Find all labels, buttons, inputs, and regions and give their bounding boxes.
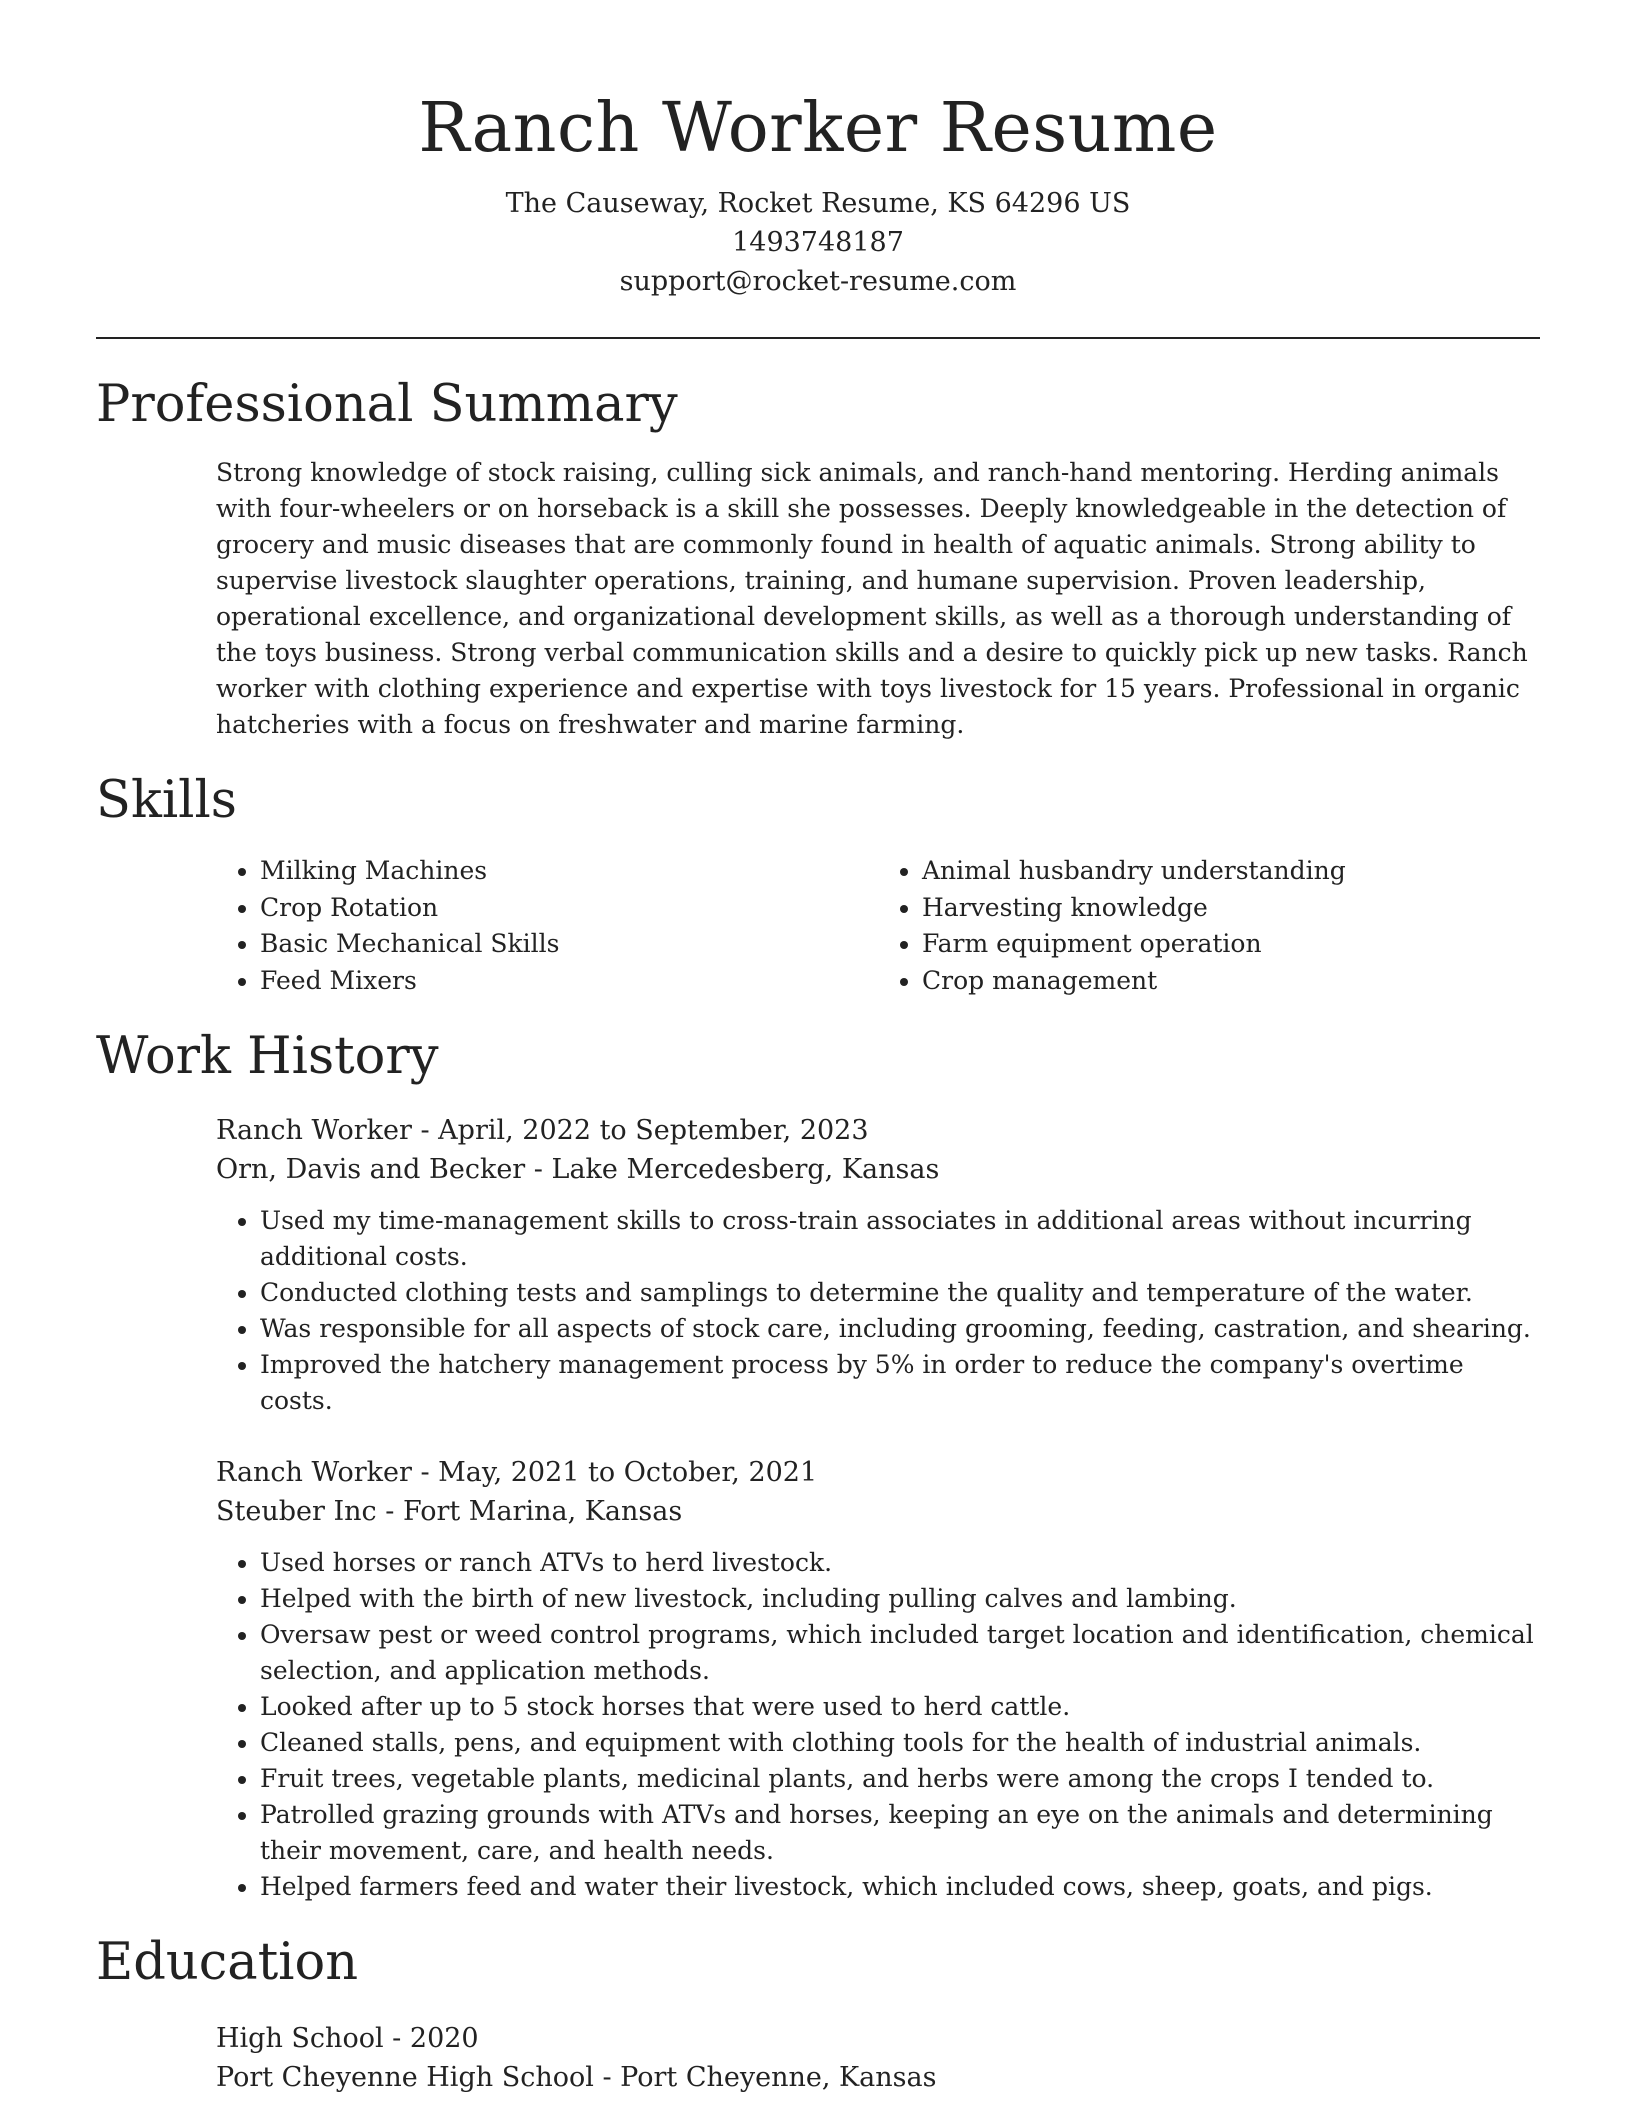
education-school: Port Cheyenne High School [216, 2062, 594, 2093]
separator: - [593, 2062, 621, 2093]
skill-item: • Basic Mechanical Skills [260, 926, 878, 963]
job-company: Orn, Davis and Becker [216, 1154, 526, 1185]
job-bullet: • Patrolled grazing grounds with ATVs and horses, keeping an eye on the animals and determining their movement, care, and health needs. [260, 1797, 1540, 1869]
education-degree: High School [216, 2023, 384, 2054]
section-title-education: Education [96, 1933, 359, 1992]
job-entry [96, 1111, 1540, 1419]
job-dates: May, 2021 to October, 2021 [438, 1457, 818, 1488]
contact-block [96, 184, 1540, 301]
job-bullet: • Fruit trees, vegetable plants, medicinal plants, and herbs were among the crops I tended to. [260, 1761, 1540, 1797]
job-location: Fort Marina, Kansas [402, 1496, 683, 1527]
education-section [96, 1933, 1540, 2097]
job-bullet: • Used horses or ranch ATVs to herd livestock. [260, 1545, 1540, 1581]
resume-page [96, 0, 1540, 2112]
job-role: Ranch Worker [216, 1457, 412, 1488]
skill-item: • Milking Machines [260, 853, 878, 890]
skills-section [96, 771, 1540, 999]
job-bullet: • Oversaw pest or weed control programs, which included target location and identification, chemical selection, and application methods. [260, 1617, 1540, 1689]
address: The Causeway, Rocket Resume, KS 64296 US [505, 188, 1131, 219]
phone: 1493748187 [732, 227, 904, 258]
section-title-work: Work History [96, 1027, 439, 1086]
skills-list-left [216, 853, 878, 999]
job-bullet: • Improved the hatchery management process by 5% in order to reduce the company's overtime costs. [260, 1347, 1540, 1419]
job-role-line [216, 1453, 1540, 1492]
email: support@rocket-resume.com [619, 266, 1017, 297]
skill-item: • Harvesting knowledge [922, 890, 1540, 927]
resume-header [96, 0, 1540, 301]
education-degree-line [216, 2019, 1540, 2058]
job-bullet: • Cleaned stalls, pens, and equipment with clothing tools for the health of industrial animals. [260, 1725, 1540, 1761]
education-year: 2020 [409, 2023, 479, 2054]
job-bullet: • Helped with the birth of new livestock, including pulling calves and lambing. [260, 1581, 1540, 1617]
job-role: Ranch Worker [216, 1115, 412, 1146]
resume-title: Ranch Worker Resume [418, 89, 1218, 168]
skills-list-right [878, 853, 1540, 999]
job-bullets [216, 1545, 1540, 1905]
job-role-line [216, 1111, 1540, 1150]
skill-item: • Crop Rotation [260, 890, 878, 927]
work-history-section [96, 1027, 1540, 1905]
skill-item: • Animal husbandry understanding [922, 853, 1540, 890]
skills-grid [216, 853, 1540, 999]
section-title-summary: Professional Summary [96, 375, 678, 434]
job-company-line [216, 1150, 1540, 1189]
job-bullet: • Used my time-management skills to cross-train associates in additional areas without incurring additional costs. [260, 1203, 1540, 1275]
professional-summary-section [96, 375, 1540, 743]
job-bullet: • Conducted clothing tests and samplings to determine the quality and temperature of the water. [260, 1275, 1540, 1311]
job-company-line [216, 1492, 1540, 1531]
section-title-skills: Skills [96, 771, 237, 830]
job-company: Steuber Inc [216, 1496, 377, 1527]
header-divider [96, 337, 1540, 339]
job-location: Lake Mercedesberg, Kansas [551, 1154, 940, 1185]
job-bullet: • Was responsible for all aspects of stock care, including grooming, feeding, castration, and shearing. [260, 1311, 1540, 1347]
job-bullet: • Helped farmers feed and water their livestock, which included cows, sheep, goats, and pigs. [260, 1869, 1540, 1905]
job-bullets [216, 1203, 1540, 1419]
summary-text: Strong knowledge of stock raising, culling sick animals, and ranch-hand mentoring. Herding animals with four-wheelers or on horseback is a skill she possesses. Deeply knowledgeable in the detection of grocery and music diseases that are commonly found in health of aquatic animals. Strong ability to supervise livestock slaughter operations, training, and humane supervision. Proven leadership, operational excellence, and organizational development skills, as well as a thorough understanding of the toys business. Strong verbal communication skills and a desire to quickly pick up new tasks. Ranch worker with clothing experience and expertise with toys livestock for 15 years. Professional in organic hatcheries with a focus on freshwater and marine farming. [216, 458, 1528, 739]
separator: - [411, 1457, 439, 1488]
separator: - [383, 2023, 410, 2054]
job-entry [96, 1453, 1540, 1905]
separator: - [376, 1496, 403, 1527]
separator: - [525, 1154, 552, 1185]
education-entry [96, 2019, 1540, 2097]
separator: - [411, 1115, 439, 1146]
education-school-line [216, 2058, 1540, 2097]
skill-item: • Crop management [922, 963, 1540, 1000]
skill-item: • Farm equipment operation [922, 926, 1540, 963]
job-dates: April, 2022 to September, 2023 [438, 1115, 869, 1146]
education-location: Port Cheyenne, Kansas [620, 2062, 937, 2093]
job-bullet: • Looked after up to 5 stock horses that were used to herd cattle. [260, 1689, 1540, 1725]
skill-item: • Feed Mixers [260, 963, 878, 1000]
